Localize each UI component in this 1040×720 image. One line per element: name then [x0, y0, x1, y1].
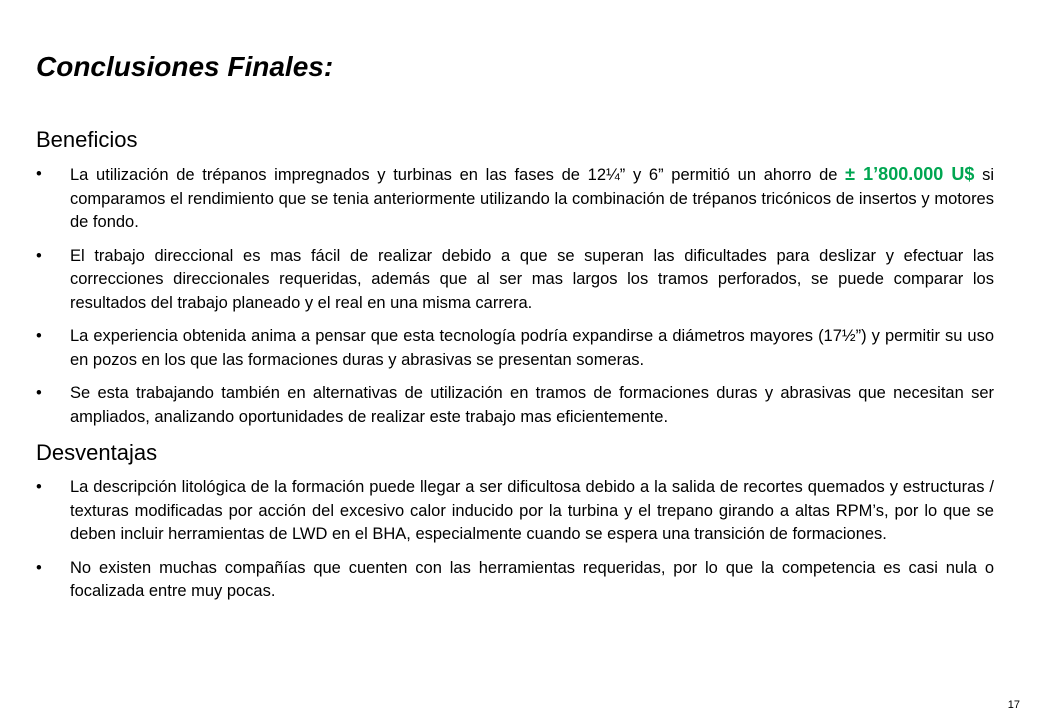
desventajas-list: [36, 476, 994, 604]
beneficio-item-alternatives: • Se esta trabajando también en alternativas de utilización en tramos de formaciones duras y abrasivas que necesitan ser ampliados, analizando oportunidades de realizar este trabajo mas eficientemente.: [36, 382, 994, 429]
beneficio-item-savings: [36, 163, 994, 235]
beneficio-text-before: La utilización de trépanos impregnados y turbinas en las fases de 12¼” y 6” permitió un ahorro de: [70, 166, 846, 184]
desventaja-item-lithology: • La descripción litológica de la formación puede llegar a ser dificultosa debido a la salida de recortes quemados y estructuras / texturas modificadas por acción del excesivo calor inducido por la turbina y el trepano girando a altas RPM’s, por lo que se deben incluir herramientas de LWD en el BHA, especialmente cuando se espera una transición de formaciones.: [36, 476, 994, 547]
section-heading-beneficios: Beneficios: [36, 127, 138, 152]
beneficio-item-experience: • La experiencia obtenida anima a pensar que esta tecnología podría expandirse a diámetros mayores (17½”) y permitir su uso en pozos en los que las formaciones duras y abrasivas se presentan someras.: [36, 325, 994, 372]
slide-title: Conclusiones Finales:: [36, 51, 334, 82]
slide-content: [36, 126, 994, 614]
section-heading-desventajas: Desventajas: [36, 440, 158, 465]
desventaja-item-competition: • No existen muchas compañías que cuenten con las herramientas requeridas, por lo que la competencia es casi nula o focalizada entre muy pocas.: [36, 557, 994, 604]
beneficio-item-directional: • El trabajo direccional es mas fácil de realizar debido a que se superan las dificultades para deslizar y efectuar las correcciones direccionales requeridas, además que al ser mas largos los tramos perforados, se puede comparar los resultados del trabajo planeado y el real en una misma carrera.: [36, 245, 994, 316]
beneficios-list: [36, 163, 994, 429]
page-number: 17: [1007, 699, 1020, 711]
savings-amount: ± 1’800.000 U$: [845, 164, 975, 184]
beneficio-text-after: si comparamos el rendimiento que se tenia anteriormente utilizando la combinación de trépanos tricónicos de insertos y motores de fondo.: [70, 166, 994, 231]
